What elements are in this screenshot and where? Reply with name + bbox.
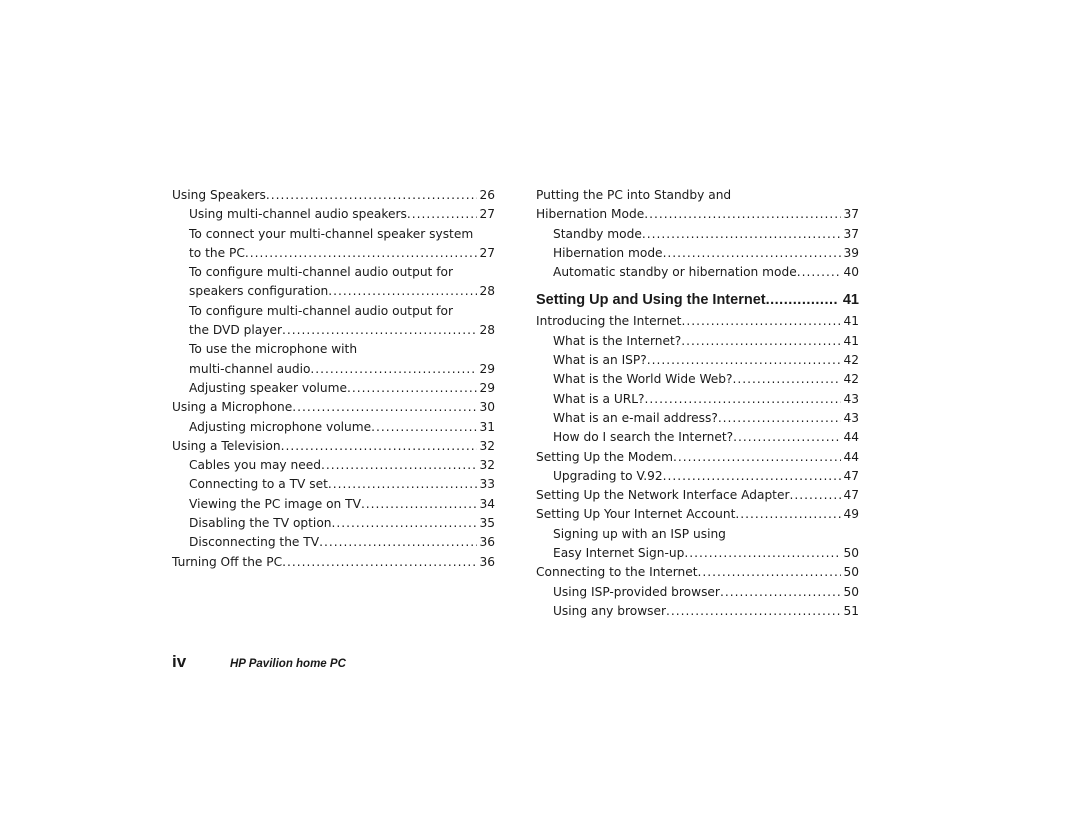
dot-leader <box>644 205 841 224</box>
toc-entry <box>172 437 495 456</box>
dot-leader <box>666 602 841 621</box>
toc-page-number: 44 <box>843 430 859 445</box>
dot-leader <box>698 563 842 582</box>
toc-entry-title: Upgrading to V.92 <box>553 468 663 483</box>
toc-entry-title: Using a Microphone <box>172 400 293 415</box>
toc-page-number: 27 <box>479 207 495 222</box>
toc-page-number: 27 <box>479 245 495 260</box>
dot-leader <box>407 205 478 224</box>
dot-leader <box>647 351 842 370</box>
toc-entry-title: Using ISP-provided browser <box>553 584 720 599</box>
toc-entry <box>172 398 495 417</box>
toc-page-number: 43 <box>843 410 859 425</box>
toc-entry-title: Turning Off the PC <box>172 554 283 569</box>
toc-entry-title-line: Putting the PC into Standby and <box>536 188 732 202</box>
toc-entry <box>172 340 495 379</box>
toc-page-number: 36 <box>479 535 495 550</box>
toc-page-number: 29 <box>479 361 495 376</box>
toc-page-number: 31 <box>479 419 495 434</box>
toc-page-number: 29 <box>479 380 495 395</box>
toc-page-number: 26 <box>479 188 495 202</box>
toc-page-number: 40 <box>843 265 859 280</box>
dot-leader <box>720 583 842 602</box>
toc-entry <box>536 583 859 602</box>
toc-page-number: 43 <box>843 391 859 406</box>
toc-entry <box>536 525 859 564</box>
toc-page-number: 51 <box>843 603 859 618</box>
toc-entry-title-line: To configure multi-channel audio output for <box>189 265 453 280</box>
toc-entry-title: Disconnecting the TV <box>189 535 320 550</box>
toc-entry <box>536 186 859 225</box>
dot-leader <box>642 225 842 244</box>
toc-page-number: 50 <box>843 584 859 599</box>
toc-entry-title: Using Speakers <box>172 188 266 202</box>
toc-page-number: 44 <box>843 449 859 464</box>
toc-entry <box>536 390 859 409</box>
toc-entry-title: speakers configuration <box>189 284 329 299</box>
dot-leader <box>292 398 477 417</box>
toc-page-number: 49 <box>843 507 859 522</box>
toc-entry-title: Standby mode <box>553 226 642 241</box>
toc-page-number: 42 <box>843 353 859 368</box>
dot-leader <box>645 390 842 409</box>
toc-entry-title: What is the World Wide Web? <box>553 372 733 387</box>
toc-page-number: 32 <box>479 438 495 453</box>
toc-entry <box>536 409 859 428</box>
toc-entry <box>172 418 495 437</box>
toc-entry <box>172 553 495 572</box>
toc-page-number: 41 <box>842 292 859 309</box>
toc-entry <box>172 186 495 205</box>
toc-entry-title: multi-channel audio <box>189 361 311 376</box>
dot-leader <box>735 505 841 524</box>
toc-entry-title: Adjusting microphone volume <box>189 419 372 434</box>
dot-leader <box>681 312 841 331</box>
dot-leader <box>347 379 477 398</box>
toc-entry-title: How do I search the Internet? <box>553 430 734 445</box>
toc-entry-title-line: Signing up with an ISP using <box>553 526 726 541</box>
toc-page-number: 42 <box>843 372 859 387</box>
toc-left-column <box>172 186 495 572</box>
toc-entry <box>172 495 495 514</box>
toc-entry <box>172 263 495 302</box>
dot-leader <box>282 553 477 572</box>
toc-entry <box>536 312 859 331</box>
toc-entry-title: Connecting to the Internet <box>536 565 698 580</box>
dot-leader <box>663 244 842 263</box>
dot-leader <box>684 544 841 563</box>
toc-entry <box>536 351 859 370</box>
toc-entry-title: What is the Internet? <box>553 333 682 348</box>
toc-entry <box>536 225 859 244</box>
dot-leader <box>328 475 478 494</box>
toc-page-number: 47 <box>843 488 859 503</box>
toc-entry-title: Introducing the Internet <box>536 314 682 329</box>
dot-leader <box>328 282 477 301</box>
toc-entry <box>172 456 495 475</box>
toc-entry <box>536 467 859 486</box>
toc-entry-title-line: To connect your multi-channel speaker system <box>189 226 474 241</box>
toc-page-number: 36 <box>479 554 495 569</box>
dot-leader <box>282 321 478 340</box>
toc-entry <box>536 505 859 524</box>
toc-entry <box>536 332 859 351</box>
toc-entry <box>172 225 495 264</box>
toc-entry <box>536 563 859 582</box>
toc-entry-title: Automatic standby or hibernation mode <box>553 265 797 280</box>
page-footer <box>172 652 346 672</box>
dot-leader <box>266 186 478 205</box>
dot-leader <box>681 332 841 351</box>
toc-entry <box>536 370 859 389</box>
toc-entry-title: Adjusting speaker volume <box>189 380 348 395</box>
dot-leader <box>245 244 478 263</box>
toc-entry-title: What is a URL? <box>553 391 645 406</box>
toc-page-number: 32 <box>479 458 495 473</box>
dot-leader <box>673 448 841 467</box>
toc-page-number: 33 <box>479 477 495 492</box>
toc-entry-title: What is an ISP? <box>553 353 647 368</box>
toc-entry <box>172 475 495 494</box>
toc-entry <box>172 514 495 533</box>
toc-entry <box>536 602 859 621</box>
dot-leader <box>733 370 842 389</box>
toc-entry-title: Hibernation Mode <box>536 207 645 222</box>
toc-entry-title: Setting Up and Using the Internet <box>536 292 766 309</box>
toc-entry <box>172 533 495 552</box>
toc-entry-title: Easy Internet Sign-up <box>553 546 685 561</box>
toc-page-number: 41 <box>843 314 859 329</box>
toc-entry-title: Using any browser <box>553 603 667 618</box>
toc-entry-title: the DVD player <box>189 323 282 338</box>
toc-entry-title: Viewing the PC image on TV <box>189 496 361 511</box>
toc-page-number: 50 <box>843 546 859 561</box>
dot-leader <box>789 486 841 505</box>
dot-leader <box>310 360 477 379</box>
toc-entry <box>536 486 859 505</box>
dot-leader <box>797 263 842 282</box>
dot-leader <box>321 456 478 475</box>
toc-entry-title: Setting Up Your Internet Account <box>536 507 736 522</box>
toc-entry <box>172 205 495 224</box>
toc-entry-title: to the PC <box>189 245 245 260</box>
toc-entry-title-line: To configure multi-channel audio output for <box>189 303 453 318</box>
toc-entry-title: Setting Up the Network Interface Adapter <box>536 488 790 503</box>
toc-entry-title-line: To use the microphone with <box>189 342 358 357</box>
toc-section-heading <box>536 290 859 310</box>
toc-page-number: 30 <box>479 400 495 415</box>
toc-entry-title: Connecting to a TV set <box>189 477 328 492</box>
toc-entry <box>172 379 495 398</box>
toc-entry-title: Setting Up the Modem <box>536 449 673 464</box>
page-number: iv <box>172 652 187 671</box>
toc-right-column <box>536 186 859 621</box>
toc-entry-title: What is an e-mail address? <box>553 410 718 425</box>
toc-page-number: 28 <box>479 323 495 338</box>
dot-leader <box>281 437 478 456</box>
dot-leader <box>718 409 842 428</box>
toc-page-number: 28 <box>479 284 495 299</box>
dot-leader <box>319 533 477 552</box>
dot-leader <box>332 514 478 533</box>
dot-leader <box>766 290 838 310</box>
dot-leader <box>361 495 478 514</box>
toc-page-number: 37 <box>843 207 859 222</box>
book-title: HP Pavilion home PC <box>230 658 346 670</box>
toc-entry <box>536 448 859 467</box>
toc-page-number: 37 <box>843 226 859 241</box>
dot-leader <box>663 467 842 486</box>
dot-leader <box>733 428 841 447</box>
toc-entry-title: Using a Television <box>172 438 281 453</box>
toc-entry <box>536 263 859 282</box>
toc-page-number: 39 <box>843 245 859 260</box>
toc-entry-title: Cables you may need <box>189 458 321 473</box>
toc-entry-title: Using multi-channel audio speakers <box>189 207 407 222</box>
dot-leader <box>371 418 477 437</box>
toc-page-number: 34 <box>479 496 495 511</box>
toc-entry <box>536 244 859 263</box>
toc-page-number: 50 <box>843 565 859 580</box>
toc-entry <box>172 302 495 341</box>
toc-page-number: 35 <box>479 516 495 531</box>
toc-page-number: 41 <box>843 333 859 348</box>
toc-entry-title: Disabling the TV option <box>189 516 332 531</box>
toc-entry-title: Hibernation mode <box>553 245 663 260</box>
toc-page-number: 47 <box>843 468 859 483</box>
toc-entry <box>536 428 859 447</box>
